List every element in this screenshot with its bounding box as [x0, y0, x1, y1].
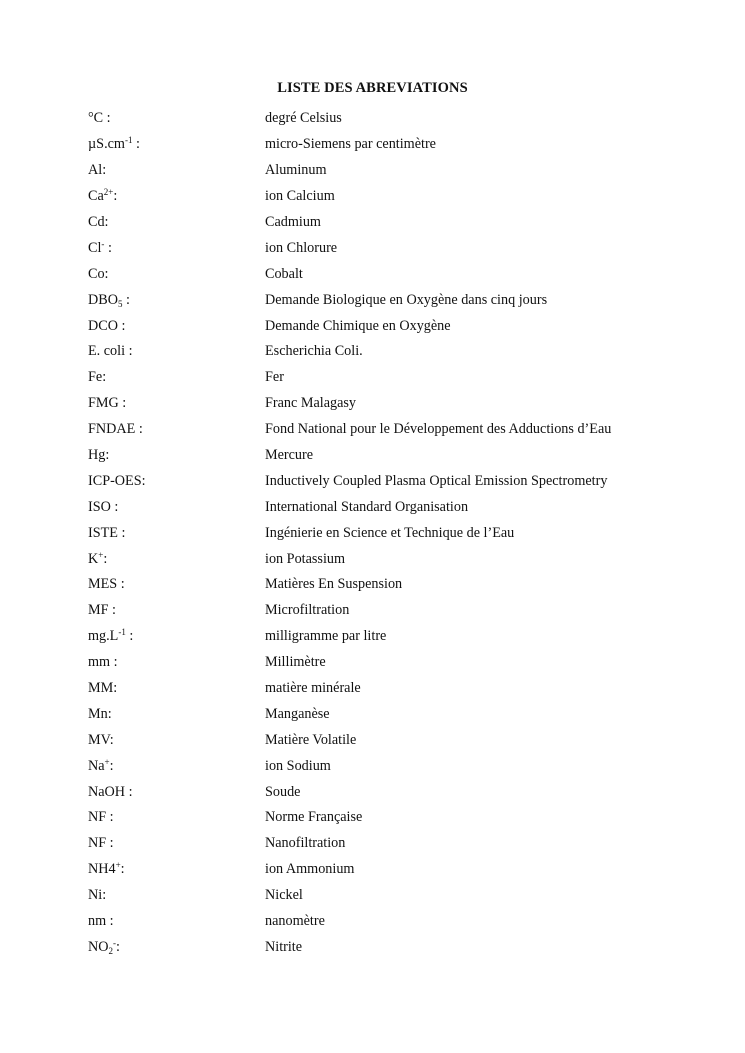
abbreviation-base: mg.L — [88, 628, 119, 645]
abbreviation — [88, 214, 265, 231]
abbreviation — [88, 318, 265, 335]
abbreviation — [88, 369, 265, 386]
abbreviation-base: E. coli : — [88, 343, 133, 360]
abbreviation-subscript: 2 — [108, 945, 113, 956]
definition: degré Celsius — [265, 110, 342, 127]
definition: Cadmium — [265, 214, 321, 230]
list-item — [88, 935, 708, 961]
abbreviation-base: NaOH : — [88, 783, 133, 800]
abbreviation-base: Cd: — [88, 214, 109, 230]
list-item — [88, 210, 708, 236]
definition: Microfiltration — [265, 602, 350, 619]
definition: Demande Chimique en Oxygène — [265, 317, 451, 334]
abbreviation-suffix: : — [103, 550, 108, 567]
abbreviation-base: DCO : — [88, 317, 126, 334]
abbreviation — [88, 266, 265, 283]
list-item — [88, 624, 708, 650]
abbreviation-suffix: : — [109, 757, 114, 774]
abbreviation-base: Ca — [88, 188, 104, 205]
abbreviation — [88, 602, 265, 619]
abbreviation — [88, 654, 265, 671]
abbreviation — [88, 628, 265, 645]
abbreviation-superscript: + — [98, 549, 104, 560]
page-title: LISTE DES ABREVIATIONS — [277, 80, 468, 96]
abbreviation-base: NH4 — [88, 861, 116, 878]
list-item — [88, 650, 708, 676]
abbreviation-subscript: 5 — [117, 298, 123, 309]
abbreviation-base: MF : — [88, 602, 116, 619]
list-item — [88, 443, 708, 469]
abbreviation-base: °C : — [88, 110, 111, 127]
list-item — [88, 261, 708, 287]
definition: Aluminum — [265, 162, 327, 179]
abbreviation-base: Co: — [88, 265, 109, 282]
abbreviation — [88, 576, 265, 593]
abbreviation — [88, 292, 265, 309]
abbreviation — [88, 551, 265, 568]
list-item — [88, 339, 708, 365]
list-item — [88, 132, 708, 158]
definition: ion Chlorure — [265, 239, 338, 256]
abbreviation-base: MV: — [88, 731, 114, 748]
abbreviation-base: ICP-OES: — [88, 472, 146, 489]
abbreviation — [88, 861, 265, 878]
list-item — [88, 779, 708, 805]
abbreviation-suffix: : — [125, 628, 134, 645]
abbreviation-base: Al: — [88, 162, 107, 179]
abbreviation-suffix: : — [122, 291, 130, 308]
definition: Millimètre — [265, 654, 326, 671]
list-item — [88, 572, 708, 598]
list-item — [88, 753, 708, 779]
definition: Franc Malagasy — [265, 395, 357, 412]
list-item — [88, 727, 708, 753]
list-item — [88, 857, 708, 883]
abbreviation — [88, 784, 265, 801]
definition: Manganèse — [265, 705, 330, 722]
abbreviation-base: Ni: — [88, 887, 107, 904]
definition: Ingénierie en Science et Technique de l’Eau — [265, 524, 515, 541]
list-item — [88, 546, 708, 572]
definition: milligramme par litre — [265, 628, 387, 645]
abbreviation-base: ISO : — [88, 498, 119, 515]
list-item — [88, 883, 708, 909]
list-item — [88, 520, 708, 546]
list-item — [88, 805, 708, 831]
abbreviation — [88, 680, 265, 697]
abbreviation-superscript: + — [104, 756, 110, 767]
list-item — [88, 831, 708, 857]
definition: ion Sodium — [265, 757, 331, 774]
definition: Norme Française — [265, 809, 363, 826]
list-item — [88, 158, 708, 184]
abbreviation — [88, 809, 265, 826]
definition: Inductively Coupled Plasma Optical Emission Spectrometry — [265, 472, 608, 489]
list-item — [88, 287, 708, 313]
definition: Matières En Suspension — [265, 576, 403, 593]
abbreviation — [88, 395, 265, 412]
definition: Nitrite — [265, 938, 303, 955]
abbreviation-superscript: + — [115, 860, 121, 871]
abbreviation — [88, 913, 265, 930]
abbreviation — [88, 188, 265, 205]
list-item — [88, 106, 708, 132]
list-item — [88, 468, 708, 494]
abbreviation-superscript: - — [113, 937, 116, 948]
abbreviation-base: µS.cm — [88, 136, 125, 153]
definition: Mercure — [265, 447, 314, 464]
abbreviation — [88, 887, 265, 904]
abbreviation — [88, 421, 265, 438]
abbreviation — [88, 835, 265, 852]
list-item — [88, 909, 708, 935]
abbreviation-base: Hg: — [88, 447, 110, 464]
abbreviation-list — [88, 106, 708, 960]
abbreviation-superscript: 2+ — [103, 187, 114, 198]
definition: Nanofiltration — [265, 835, 346, 852]
definition: Demande Biologique en Oxygène dans cinq jours — [265, 291, 548, 308]
definition: Escherichia Coli. — [265, 343, 363, 360]
list-item — [88, 417, 708, 443]
abbreviation-base: K — [88, 550, 99, 567]
abbreviation-superscript: -1 — [124, 135, 133, 146]
list-item — [88, 676, 708, 702]
abbreviation — [88, 758, 265, 775]
abbreviation — [88, 110, 265, 127]
abbreviation — [88, 939, 265, 956]
abbreviation-base: FMG : — [88, 395, 127, 412]
definition: Fer — [265, 369, 284, 386]
abbreviation — [88, 343, 265, 360]
abbreviation-base: mm : — [88, 654, 118, 671]
abbreviation-base: nm : — [88, 913, 114, 930]
abbreviation-suffix: : — [132, 136, 140, 153]
abbreviation — [88, 240, 265, 257]
list-item — [88, 235, 708, 261]
definition: ion Potassium — [265, 550, 346, 567]
definition: Cobalt — [265, 265, 303, 282]
abbreviation — [88, 162, 265, 179]
abbreviation-suffix: : — [104, 239, 112, 256]
definition: nanomètre — [265, 913, 325, 930]
definition: Matière Volatile — [265, 731, 357, 748]
abbreviation — [88, 525, 265, 542]
abbreviation-base: MES : — [88, 576, 125, 593]
abbreviation-base: Cl — [88, 239, 102, 256]
abbreviation-superscript: -1 — [118, 627, 126, 638]
definition: Nickel — [265, 887, 303, 904]
definition: Soude — [265, 783, 301, 800]
abbreviation — [88, 499, 265, 516]
abbreviation-base: ISTE : — [88, 524, 126, 541]
definition: ion Calcium — [265, 188, 335, 205]
abbreviation-base: Na — [88, 757, 105, 774]
abbreviation — [88, 732, 265, 749]
list-item — [88, 701, 708, 727]
abbreviation-base: NO — [88, 938, 109, 955]
list-item — [88, 494, 708, 520]
abbreviation-base: Mn: — [88, 705, 112, 722]
abbreviation — [88, 473, 265, 490]
abbreviation-base: DBO — [88, 291, 118, 308]
definition: International Standard Organisation — [265, 498, 469, 515]
list-item — [88, 391, 708, 417]
abbreviation — [88, 447, 265, 464]
definition: ion Ammonium — [265, 861, 355, 878]
abbreviation-suffix: : — [116, 938, 120, 955]
abbreviation-base: NF : — [88, 835, 114, 852]
abbreviation — [88, 706, 265, 723]
abbreviation-suffix: : — [120, 861, 125, 878]
abbreviation-superscript: - — [101, 238, 105, 249]
abbreviation — [88, 136, 265, 153]
list-item — [88, 598, 708, 624]
definition: matière minérale — [265, 680, 361, 697]
abbreviation-suffix: : — [113, 188, 118, 205]
abbreviation-base: Fe: — [88, 369, 107, 386]
abbreviation-base: NF : — [88, 809, 114, 826]
abbreviation-base: FNDAE : — [88, 421, 143, 438]
definition: Fond National pour le Développement des Adductions d’Eau — [265, 421, 612, 438]
list-item — [88, 313, 708, 339]
list-item — [88, 365, 708, 391]
definition: micro-Siemens par centimètre — [265, 136, 436, 153]
list-item — [88, 184, 708, 210]
abbreviation-base: MM: — [88, 680, 118, 697]
